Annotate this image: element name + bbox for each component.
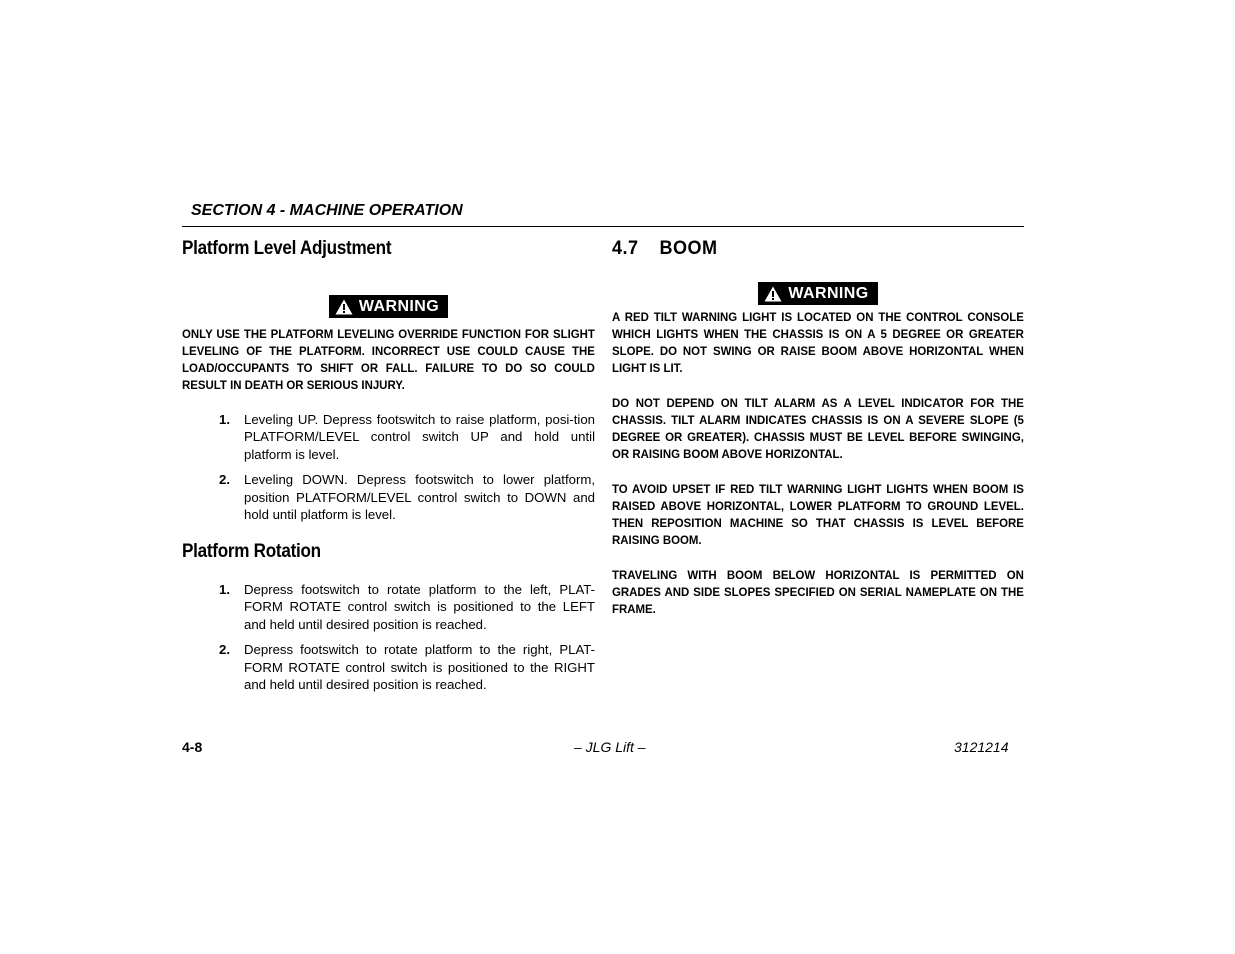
section-header: SECTION 4 - MACHINE OPERATION xyxy=(191,202,463,219)
warning-badge xyxy=(329,295,448,318)
boom-section-title xyxy=(612,238,1003,260)
warning-text: ONLY USE THE PLATFORM LEVELING OVERRIDE FUNCTION FOR SLIGHT LEVELING OF THE PLATFORM. INCORRECT USE COULD CAUSE THE LOAD/OCCUPANTS TO SHIFT OR FALL. FAILURE TO DO SO COULD RESULT IN DEATH OR SERIOUS INJURY. xyxy=(182,326,595,392)
warning-badge xyxy=(758,282,877,305)
header-rule xyxy=(182,226,1024,227)
step-text: Depress footswitch to rotate platform to the right, PLAT-FORM ROTATE control switch is positioned to the RIGHT and held until desired position is reached. xyxy=(244,642,595,692)
step-text: Depress footswitch to rotate platform to the left, PLAT-FORM ROTATE control switch is positioned to the LEFT and held until desired position is reached. xyxy=(244,581,595,632)
warning-paragraph: TRAVELING WITH BOOM BELOW HORIZONTAL IS PERMITTED ON GRADES AND SIDE SLOPES SPECIFIED ON SERIAL NAMEPLATE ON THE FRAME. xyxy=(612,567,1024,616)
platform-level-heading: Platform Level Adjustment xyxy=(182,238,392,259)
section-number: 4.7 xyxy=(612,238,639,259)
footer-brand: – JLG Lift – xyxy=(574,739,646,755)
warning-paragraph: TO AVOID UPSET IF RED TILT WARNING LIGHT LIGHTS WHEN BOOM IS RAISED ABOVE HORIZONTAL, LOWER PLATFORM TO GROUND LEVEL. THEN REPOSITION MACHINE SO THAT CHASSIS IS LEVEL BEFORE RAISING BOOM. xyxy=(612,481,1024,547)
step-number: 1. xyxy=(219,411,230,427)
warning-triangle-icon xyxy=(764,286,782,302)
step-number: 1. xyxy=(219,581,230,597)
warning-paragraph: A RED TILT WARNING LIGHT IS LOCATED ON THE CONTROL CONSOLE WHICH LIGHTS WHEN THE CHASSIS IS ON A 5 DEGREE OR GREATER SLOPE. DO NOT SWING OR RAISE BOOM ABOVE HORIZONTAL WHEN LIGHT IS LIT. xyxy=(612,309,1024,375)
step-text: Leveling UP. Depress footswitch to raise platform, posi-tion PLATFORM/LEVEL control switch UP and hold until platform is level. xyxy=(244,411,595,462)
platform-rotation-heading: Platform Rotation xyxy=(182,540,321,562)
doc-number: 3121214 xyxy=(954,739,1009,755)
step-number: 2. xyxy=(219,642,230,657)
right-column xyxy=(612,238,1024,618)
list-item xyxy=(182,581,595,634)
leveling-steps xyxy=(182,411,595,524)
list-item xyxy=(182,641,595,694)
list-item xyxy=(182,411,595,464)
warning-label: WARNING xyxy=(358,298,440,315)
warning-paragraph: DO NOT DEPEND ON TILT ALARM AS A LEVEL INDICATOR FOR THE CHASSIS. TILT ALARM INDICATES CHASSIS IS ON A SEVERE SLOPE (5 DEGREE OR GREATER). CHASSIS MUST BE LEVEL BEFORE SWINGING, OR RAISING BOOM ABOVE HORIZONTAL. xyxy=(612,395,1024,461)
section-name: BOOM xyxy=(659,238,718,259)
left-column xyxy=(182,238,595,694)
warning-label: WARNING xyxy=(788,285,869,302)
step-number: 2. xyxy=(219,472,230,487)
step-text: Leveling DOWN. Depress footswitch to lower platform, position PLATFORM/LEVEL control switch to DOWN and hold until platform is level. xyxy=(244,472,595,522)
warning-box xyxy=(612,282,1024,307)
page-number: 4-8 xyxy=(182,739,203,755)
list-item xyxy=(182,471,595,524)
warning-box xyxy=(182,295,595,320)
rotation-steps xyxy=(182,581,595,694)
warning-triangle-icon xyxy=(335,299,353,315)
